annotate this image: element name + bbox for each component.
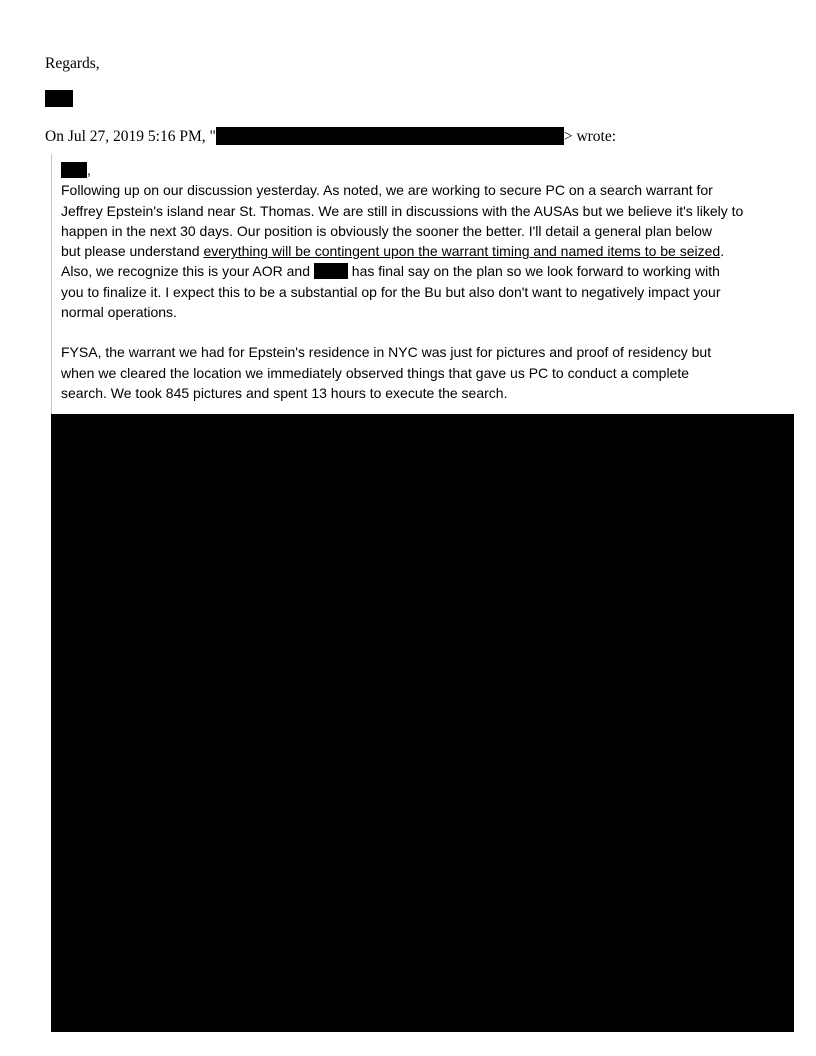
redacted-name (314, 263, 348, 279)
quote-header-prefix: On Jul 27, 2019 5:16 PM, " (45, 128, 216, 145)
body-line: search. We took 845 pictures and spent 13 hours to execute the search. (61, 384, 508, 401)
redacted-recipient-name (61, 162, 87, 178)
greeting-comma: , (87, 162, 91, 178)
body-line (61, 261, 781, 281)
paragraph-spacer (61, 322, 781, 342)
redacted-content-block (51, 414, 794, 1032)
body-line: Following up on our discussion yesterday. As noted, we are working to secure PC on a search warrant for (61, 182, 713, 199)
body-line: happen in the next 30 days. Our position is obviously the sooner the better. I'll detail a general plan below (61, 222, 712, 239)
greeting-line (61, 160, 781, 180)
body-line: FYSA, the warrant we had for Epstein's residence in NYC was just for pictures and proof of residency but (61, 344, 712, 361)
quote-header-suffix: > wrote: (563, 128, 617, 145)
body-line: normal operations. (61, 304, 177, 321)
quoted-message (61, 160, 781, 403)
line-text: but please understand (61, 243, 204, 260)
quote-indent-bar (51, 154, 52, 416)
body-line: Jeffrey Epstein's island near St. Thomas. We are still in discussions with the AUSAs but we believe it's likely to (61, 202, 744, 219)
paragraph-1 (61, 180, 781, 322)
signoff-text: Regards, (45, 55, 100, 72)
line-text: has final say on the plan so we look forward to working with (347, 263, 720, 280)
underlined-text: everything will be contingent upon the warrant timing and named items to be seized (203, 243, 721, 260)
redacted-email-address (216, 127, 564, 145)
quote-header (45, 127, 616, 146)
body-line: when we cleared the location we immediately observed things that gave us PC to conduct a complete (61, 364, 690, 381)
body-line (61, 241, 781, 261)
redacted-sender-name (45, 90, 73, 107)
paragraph-2 (61, 342, 781, 403)
body-line: you to finalize it. I expect this to be a substantial op for the Bu but also don't want to negatively impact your (61, 283, 721, 300)
line-text: Also, we recognize this is your AOR and (61, 263, 314, 280)
line-text: . (720, 243, 725, 260)
